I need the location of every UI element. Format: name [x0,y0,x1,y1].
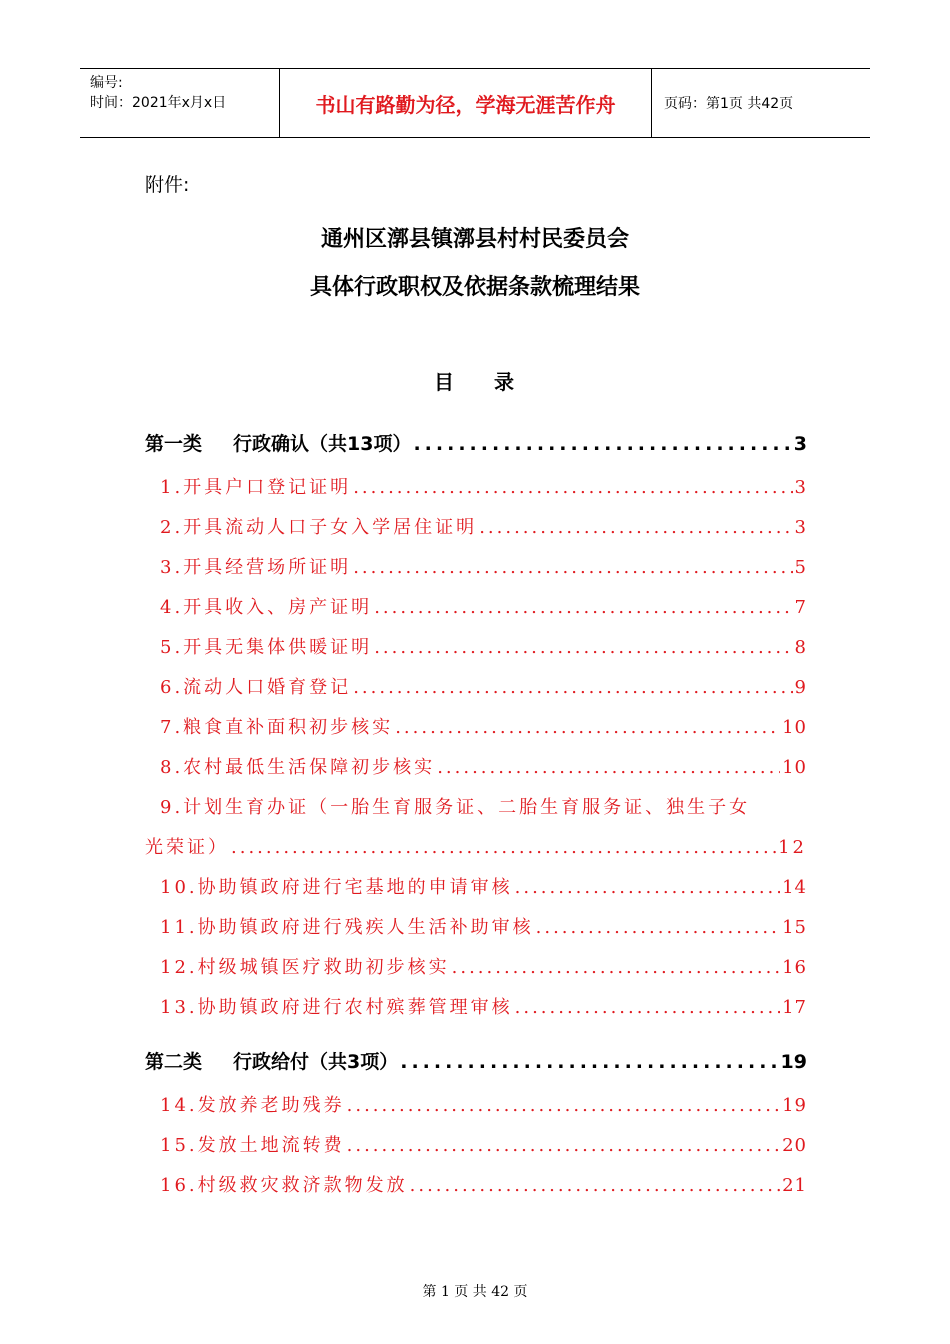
header-meta [80,69,280,137]
toc-leader-dots [353,548,792,588]
toc-page-number: 3 [794,477,807,498]
toc-leader-dots [515,868,780,908]
toc-entry-label: 光荣证） [145,837,229,858]
attachment-label: 附件: [145,174,190,196]
toc-heading [0,366,950,395]
toc-section[interactable] [145,420,807,468]
toc-entry[interactable] [145,748,807,788]
toc-leader-dots [400,1038,778,1086]
toc-entry-label: 5.开具无集体供暖证明 [160,637,373,658]
toc-entry-label: 7.粮食直补面积初步核实 [160,717,394,738]
toc-leader-dots [231,828,776,868]
toc-leader-dots [353,668,792,708]
document-subtitle: 具体行政职权及依据条款梳理结果 [309,275,640,300]
toc-entry[interactable] [145,1126,807,1166]
toc-entry-label: 13.协助镇政府进行农村殡葬管理审核 [160,997,513,1018]
time-label: 时间：2021年x月x日 [90,95,227,111]
toc-entry[interactable] [145,868,807,908]
toc-leader-dots [353,468,792,508]
toc-entry[interactable] [145,628,807,668]
toc-page-number: 20 [782,1135,807,1156]
toc-leader-dots [410,1166,780,1206]
toc-page-number: 9 [794,677,807,698]
toc-entry[interactable] [145,988,807,1028]
header-motto-cell [280,69,652,137]
toc-leader-dots [452,948,780,988]
toc-page-number: 10 [782,717,807,738]
toc-entry[interactable] [145,1166,807,1206]
toc-heading-char-1: 目 [434,370,456,394]
toc-entry-label: 16.村级救灾救济款物发放 [160,1175,408,1196]
toc-entry-wrapped-line2[interactable] [145,828,807,868]
toc-entry-label: 11.协助镇政府进行残疾人生活补助审核 [160,917,534,938]
toc-page-number: 7 [794,597,807,618]
toc-entry-label: 3.开具经营场所证明 [160,557,352,578]
document-header [80,68,870,138]
page-footer: 第 1 页 共 42 页 [422,1284,528,1300]
toc-leader-dots [374,628,792,668]
toc-leader-dots [374,588,792,628]
toc-page-number: 8 [794,637,807,658]
toc-entry[interactable] [145,548,807,588]
toc-page-number: 14 [782,877,807,898]
toc-page-number: 15 [782,917,807,938]
toc-leader-dots [437,748,780,788]
toc-page-number: 10 [782,757,807,778]
toc-leader-dots [395,708,780,748]
toc-section-label: 第一类 行政确认（共13项） [145,433,412,455]
toc-page-number: 19 [780,1051,807,1073]
toc-entry[interactable] [145,588,807,628]
toc-entry-label: 1.开具户口登记证明 [160,477,352,498]
toc-entry-label: 12.村级城镇医疗救助初步核实 [160,957,450,978]
toc-entry-label: 10.协助镇政府进行宅基地的申请审核 [160,877,513,898]
toc-leader-dots [347,1126,780,1166]
toc-entry-label: 15.发放土地流转费 [160,1135,345,1156]
toc-entry[interactable] [145,468,807,508]
toc-page-number: 3 [794,517,807,538]
header-page-info: 页码：第1页 共42页 [664,96,794,112]
document-title: 通州区漷县镇漷县村村民委员会 [320,227,629,252]
toc-page-number: 17 [782,997,807,1018]
toc-entry[interactable] [145,908,807,948]
table-of-contents [145,420,807,1206]
toc-entry[interactable] [145,948,807,988]
toc-entry-label: 14.发放养老助残券 [160,1095,345,1116]
toc-entry-label: 8.农村最低生活保障初步核实 [160,757,436,778]
toc-page-number: 19 [782,1095,807,1116]
toc-page-number: 5 [794,557,807,578]
toc-leader-dots [347,1086,780,1126]
toc-heading-char-2: 录 [494,370,516,394]
toc-leader-dots [536,908,780,948]
toc-entry[interactable] [145,708,807,748]
toc-page-number: 16 [782,957,807,978]
toc-entry[interactable] [145,1086,807,1126]
toc-leader-dots [413,420,791,468]
motto: 书山有路勤为径，学海无涯苦作舟 [315,92,616,117]
toc-entry-label: 6.流动人口婚育登记 [160,677,352,698]
toc-entry-wrapped-line1[interactable]: 9.计划生育办证（一胎生育服务证、二胎生育服务证、独生子女 [160,797,751,818]
toc-entry[interactable] [145,508,807,548]
toc-leader-dots [515,988,780,1028]
toc-entry-label: 2.开具流动人口子女入学居住证明 [160,517,478,538]
toc-leader-dots [479,508,792,548]
toc-entry-label: 4.开具收入、房产证明 [160,597,373,618]
toc-page-number: 12 [778,837,807,858]
toc-entry[interactable] [145,668,807,708]
number-label: 编号: [90,75,123,91]
toc-page-number: 21 [782,1175,807,1196]
toc-page-number: 3 [793,433,807,455]
toc-section-label: 第二类 行政给付（共3项） [145,1051,399,1073]
toc-section[interactable] [145,1038,807,1086]
